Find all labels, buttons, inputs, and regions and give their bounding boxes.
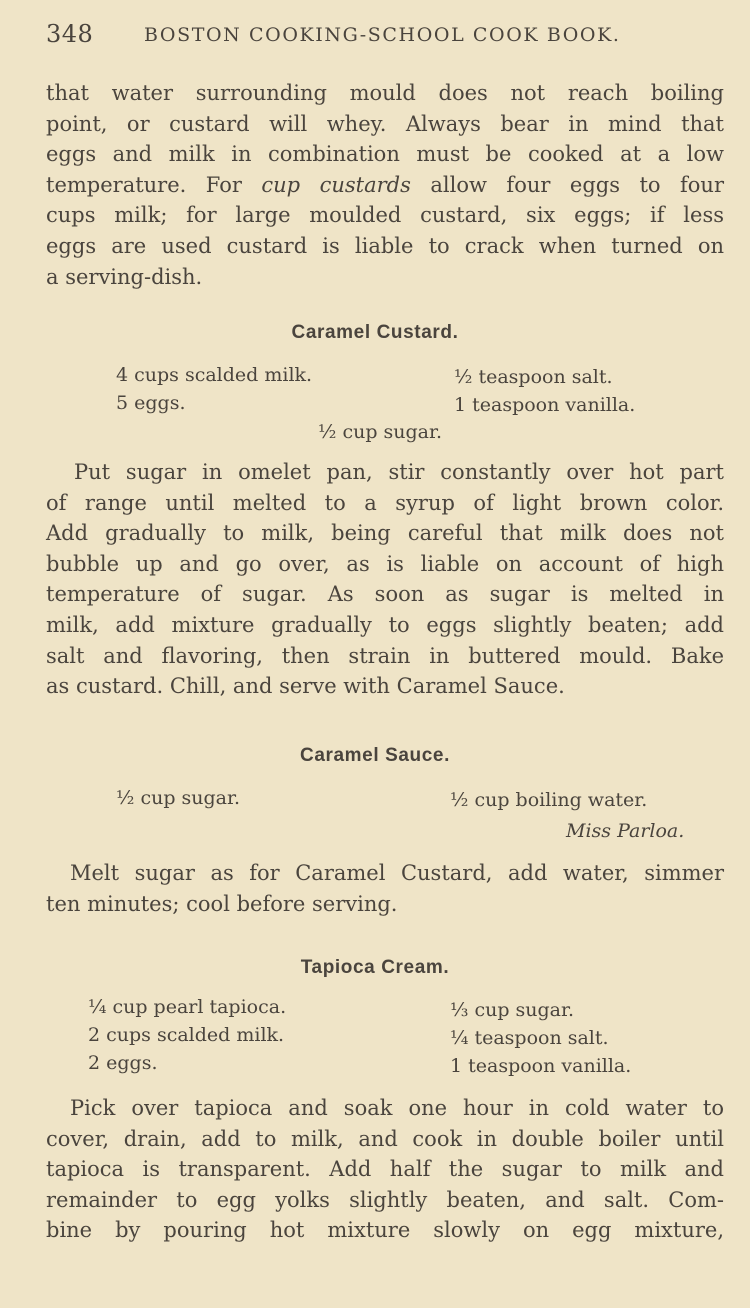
recipe-title-tapioca-cream: Tapioca Cream. xyxy=(300,957,450,978)
text-line: ten minutes; cool before serving. xyxy=(46,891,398,916)
ingredient: 2 eggs. xyxy=(88,1052,158,1074)
text-line: Melt sugar as for Caramel Custard, add water, simmer xyxy=(70,861,724,885)
text-line: Add gradually to milk, being careful that milk does not xyxy=(46,521,724,546)
text-line: eggs and milk in combination must be cooked at a low xyxy=(46,142,724,167)
page-number: 348 xyxy=(46,20,94,48)
ingredient: 4 cups scalded milk. xyxy=(116,364,313,386)
text-line: cups milk; for large moulded custard, six eggs; if less xyxy=(46,203,724,228)
recipe-title-caramel-sauce: Caramel Sauce. xyxy=(300,745,450,766)
page-header xyxy=(46,20,724,50)
text-line: point, or custard will whey. Always bear in mind that xyxy=(46,111,724,136)
text-line: remainder to egg yolks slightly beaten, and salt. Com- xyxy=(46,1187,724,1212)
text-line: milk, add mixture gradually to eggs slightly beaten; add xyxy=(46,612,724,637)
text-line: salt and flavoring, then strain in buttered mould. Bake xyxy=(46,643,724,668)
ingredient: ½ teaspoon salt. xyxy=(454,366,613,388)
text-line: as custard. Chill, and serve with Caramel Sauce. xyxy=(46,674,565,699)
text-line: bubble up and go over, as is liable on account of high xyxy=(46,551,724,576)
text-line: bine by pouring hot mixture slowly on egg mixture, xyxy=(46,1218,724,1243)
directions-caramel-custard xyxy=(46,457,724,702)
ingredient: ½ cup sugar. xyxy=(318,421,443,443)
ingredient: ½ cup boiling water. xyxy=(450,789,648,811)
directions-tapioca-cream xyxy=(46,1093,724,1246)
text-line: of range until melted to a syrup of light brown color. xyxy=(46,490,724,515)
directions-caramel-sauce xyxy=(46,858,724,919)
text-line: Pick over tapioca and soak one hour in cold water to xyxy=(70,1096,724,1120)
recipe-title-caramel-custard: Caramel Custard. xyxy=(291,322,459,343)
text-line: that water surrounding mould does not reach boiling xyxy=(46,81,724,105)
ingredient: 1 teaspoon vanilla. xyxy=(450,1055,632,1077)
ingredient: ¼ cup pearl tapioca. xyxy=(88,996,287,1018)
ingredient: ¼ teaspoon salt. xyxy=(450,1027,609,1049)
text-line: Put sugar in omelet pan, stir constantly over hot part xyxy=(74,460,724,484)
intro-paragraph xyxy=(46,78,724,292)
ingredient: 2 cups scalded milk. xyxy=(88,1024,285,1046)
ingredient: ⅓ cup sugar. xyxy=(450,999,575,1021)
italic-phrase: cup custards xyxy=(261,172,411,197)
text-line: temperature of sugar. As soon as sugar is melted in xyxy=(46,582,724,607)
ingredient: 1 teaspoon vanilla. xyxy=(454,394,636,416)
text-line: temperature. For cup custards allow four eggs to four xyxy=(46,172,724,197)
ingredient: 5 eggs. xyxy=(116,392,186,414)
text-line: cover, drain, add to milk, and cook in double boiler until xyxy=(46,1126,724,1151)
ingredient: ½ cup sugar. xyxy=(116,787,241,809)
running-title: BOSTON COOKING-SCHOOL COOK BOOK. xyxy=(144,24,621,46)
recipe-credit: Miss Parloa. xyxy=(566,820,685,842)
text-line: eggs are used custard is liable to crack when turned on xyxy=(46,233,724,258)
text-line: tapioca is transparent. Add half the sugar to milk and xyxy=(46,1157,724,1182)
text-line: a serving-dish. xyxy=(46,264,203,289)
